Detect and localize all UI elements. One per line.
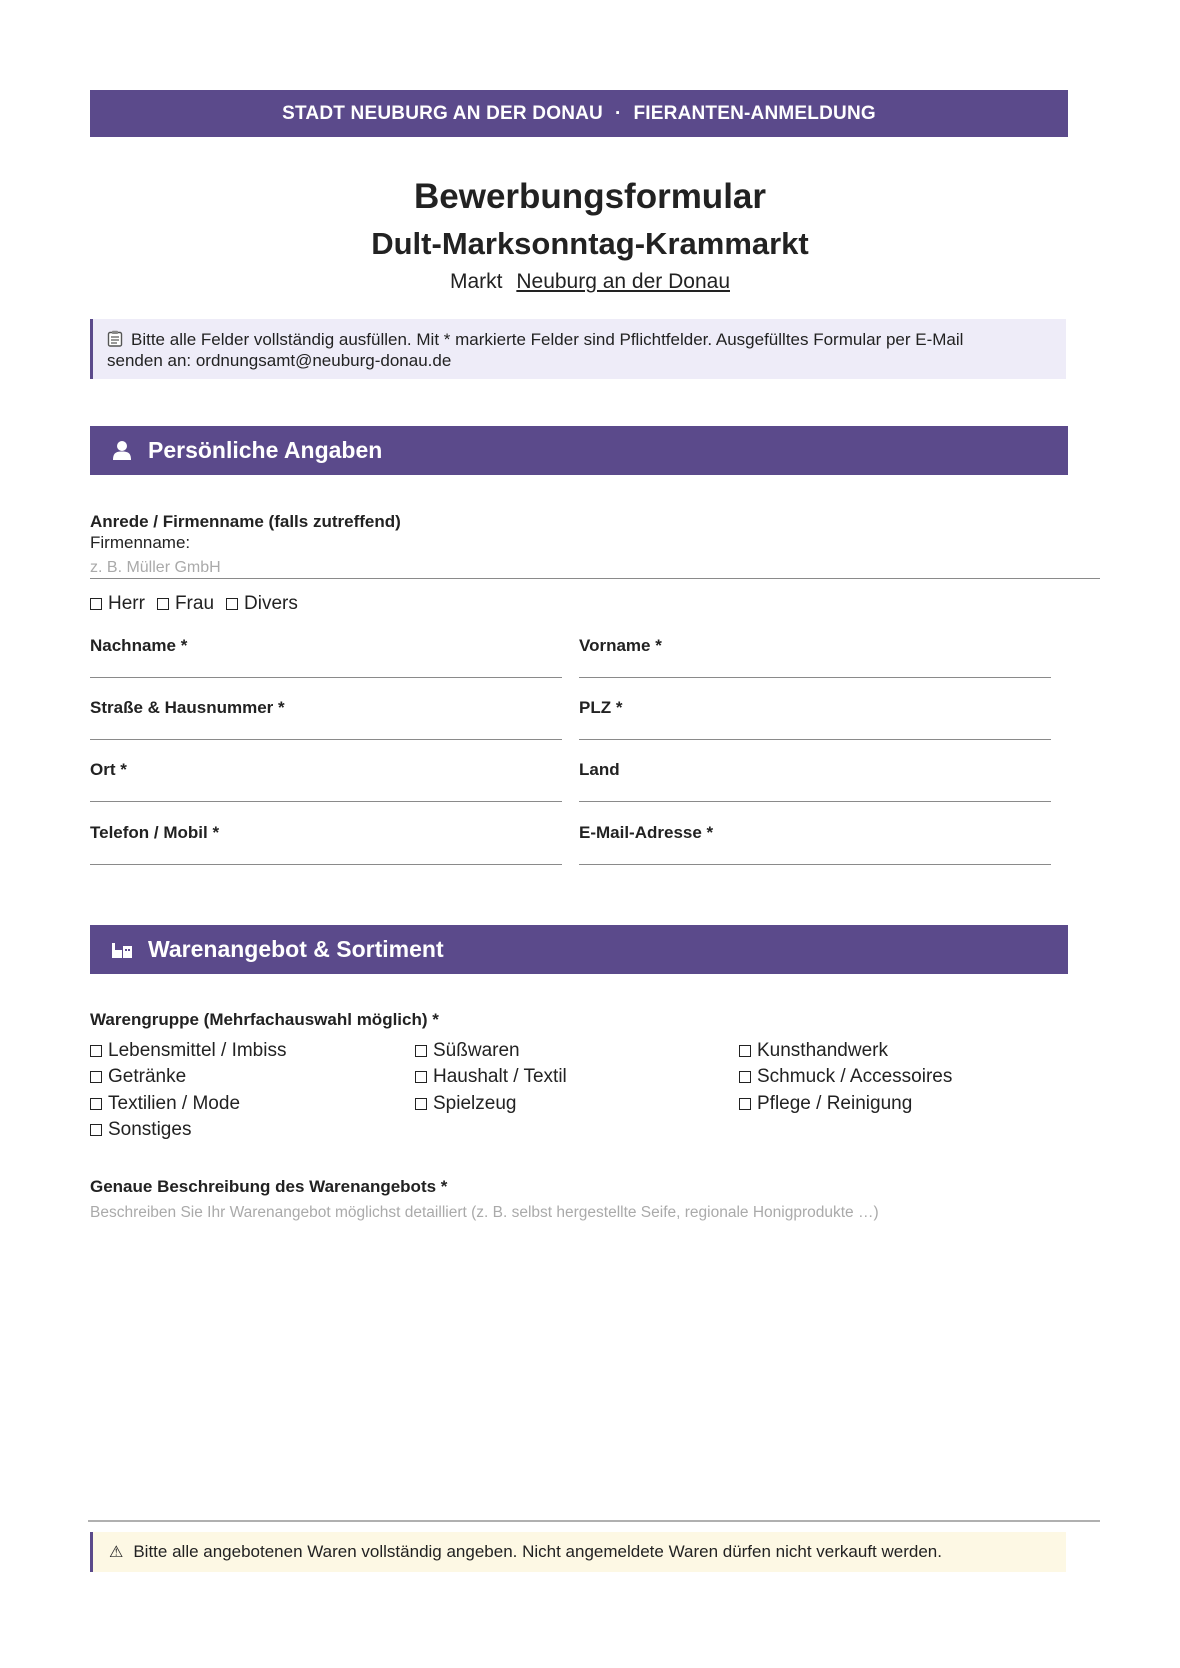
info-box bbox=[90, 319, 1066, 379]
goods-option-pflege[interactable]: Pflege / Reinigung bbox=[739, 1093, 912, 1115]
checkbox[interactable] bbox=[90, 1045, 102, 1057]
warning-text: Bitte alle angebotenen Waren vollständig angeben. Nicht angemeldete Waren dürfen nicht verkauft werden. bbox=[133, 1542, 942, 1561]
user-icon bbox=[112, 440, 132, 461]
ort-label: Ort * bbox=[90, 760, 127, 779]
salutation-option-frau[interactable]: Frau bbox=[157, 593, 214, 615]
description-label: Genaue Beschreibung des Warenangebots * bbox=[90, 1177, 448, 1196]
plz-input[interactable] bbox=[579, 739, 1051, 740]
banner-separator: · bbox=[614, 102, 622, 124]
strasse-label: Straße & Hausnummer * bbox=[90, 698, 285, 717]
telefon-input[interactable] bbox=[90, 864, 562, 865]
goods-icon bbox=[112, 941, 132, 958]
vorname-input[interactable] bbox=[579, 677, 1051, 678]
checkbox[interactable] bbox=[90, 1098, 102, 1110]
footer-divider bbox=[88, 1520, 1100, 1522]
checkbox[interactable] bbox=[90, 1124, 102, 1136]
checkbox[interactable] bbox=[739, 1098, 751, 1110]
checkbox[interactable] bbox=[226, 598, 238, 610]
goods-option-schmuck[interactable]: Schmuck / Accessoires bbox=[739, 1066, 952, 1088]
salutation-option-divers[interactable]: Divers bbox=[226, 593, 298, 615]
market-prefix: Markt bbox=[450, 270, 503, 293]
checkbox[interactable] bbox=[415, 1098, 427, 1110]
banner-city: STADT NEUBURG AN DER DONAU bbox=[282, 102, 603, 124]
vorname-label: Vorname * bbox=[579, 636, 662, 655]
info-text-line1: Bitte alle Felder vollständig ausfüllen. Mit * markierte Felder sind Pflichtfelder. Ausgefülltes Formular per E-Mail bbox=[131, 330, 964, 349]
goods-option-textilien[interactable]: Textilien / Mode bbox=[90, 1093, 240, 1115]
checkbox[interactable] bbox=[157, 598, 169, 610]
salutation-option-herr[interactable]: Herr bbox=[90, 593, 145, 615]
goods-option-spielzeug[interactable]: Spielzeug bbox=[415, 1093, 516, 1115]
checkbox[interactable] bbox=[739, 1071, 751, 1083]
nachname-label: Nachname * bbox=[90, 636, 188, 655]
company-label: Anrede / Firmenname (falls zutreffend) bbox=[90, 512, 401, 531]
goods-option-getraenke[interactable]: Getränke bbox=[90, 1066, 186, 1088]
info-text-line2: senden an: ordnungsamt@neuburg-donau.de bbox=[107, 351, 452, 370]
plz-label: PLZ * bbox=[579, 698, 623, 717]
top-banner bbox=[90, 90, 1068, 137]
page-title: Bewerbungsformular bbox=[414, 177, 766, 216]
goods-group-label: Warengruppe (Mehrfachauswahl möglich) * bbox=[90, 1010, 439, 1029]
warning-icon: ⚠ bbox=[109, 1544, 124, 1561]
goods-option-suesswaren[interactable]: Süßwaren bbox=[415, 1040, 520, 1062]
goods-option-kunsthandwerk[interactable]: Kunsthandwerk bbox=[739, 1040, 888, 1062]
goods-option-sonstiges[interactable]: Sonstiges bbox=[90, 1119, 191, 1141]
market-location: Neuburg an der Donau bbox=[516, 270, 730, 293]
telefon-label: Telefon / Mobil * bbox=[90, 823, 220, 842]
checkbox[interactable] bbox=[415, 1045, 427, 1057]
section-title-goods: Warenangebot & Sortiment bbox=[148, 936, 444, 962]
land-input[interactable] bbox=[579, 801, 1051, 802]
company-sublabel: Firmenname: bbox=[90, 533, 191, 552]
section-header-goods bbox=[90, 925, 1068, 974]
salutation-options bbox=[90, 593, 310, 615]
section-header-personal bbox=[90, 426, 1068, 475]
warning-box bbox=[90, 1532, 1066, 1572]
checkbox[interactable] bbox=[90, 1071, 102, 1083]
company-input[interactable]: z. B. Müller GmbH bbox=[90, 559, 221, 576]
page-subtitle: Dult-Marksonntag-Krammarkt bbox=[371, 226, 809, 261]
description-textarea[interactable]: Beschreiben Sie Ihr Warenangebot möglichst detailliert (z. B. selbst hergestellte Seife, regionale Honigprodukte …) bbox=[90, 1204, 879, 1221]
section-title-personal: Persönliche Angaben bbox=[148, 437, 383, 463]
checkbox[interactable] bbox=[739, 1045, 751, 1057]
checkbox[interactable] bbox=[415, 1071, 427, 1083]
banner-form-type: FIERANTEN-ANMELDUNG bbox=[633, 102, 876, 124]
checkbox[interactable] bbox=[90, 598, 102, 610]
email-input[interactable] bbox=[579, 864, 1051, 865]
clipboard-icon bbox=[107, 330, 123, 347]
goods-option-lebensmittel[interactable]: Lebensmittel / Imbiss bbox=[90, 1040, 286, 1062]
goods-option-haushalt[interactable]: Haushalt / Textil bbox=[415, 1066, 567, 1088]
nachname-input[interactable] bbox=[90, 677, 562, 678]
email-label: E-Mail-Adresse * bbox=[579, 823, 714, 842]
land-label: Land bbox=[579, 760, 620, 779]
market-line bbox=[0, 270, 1180, 294]
strasse-input[interactable] bbox=[90, 739, 562, 740]
company-input-line bbox=[90, 578, 1100, 579]
ort-input[interactable] bbox=[90, 801, 562, 802]
